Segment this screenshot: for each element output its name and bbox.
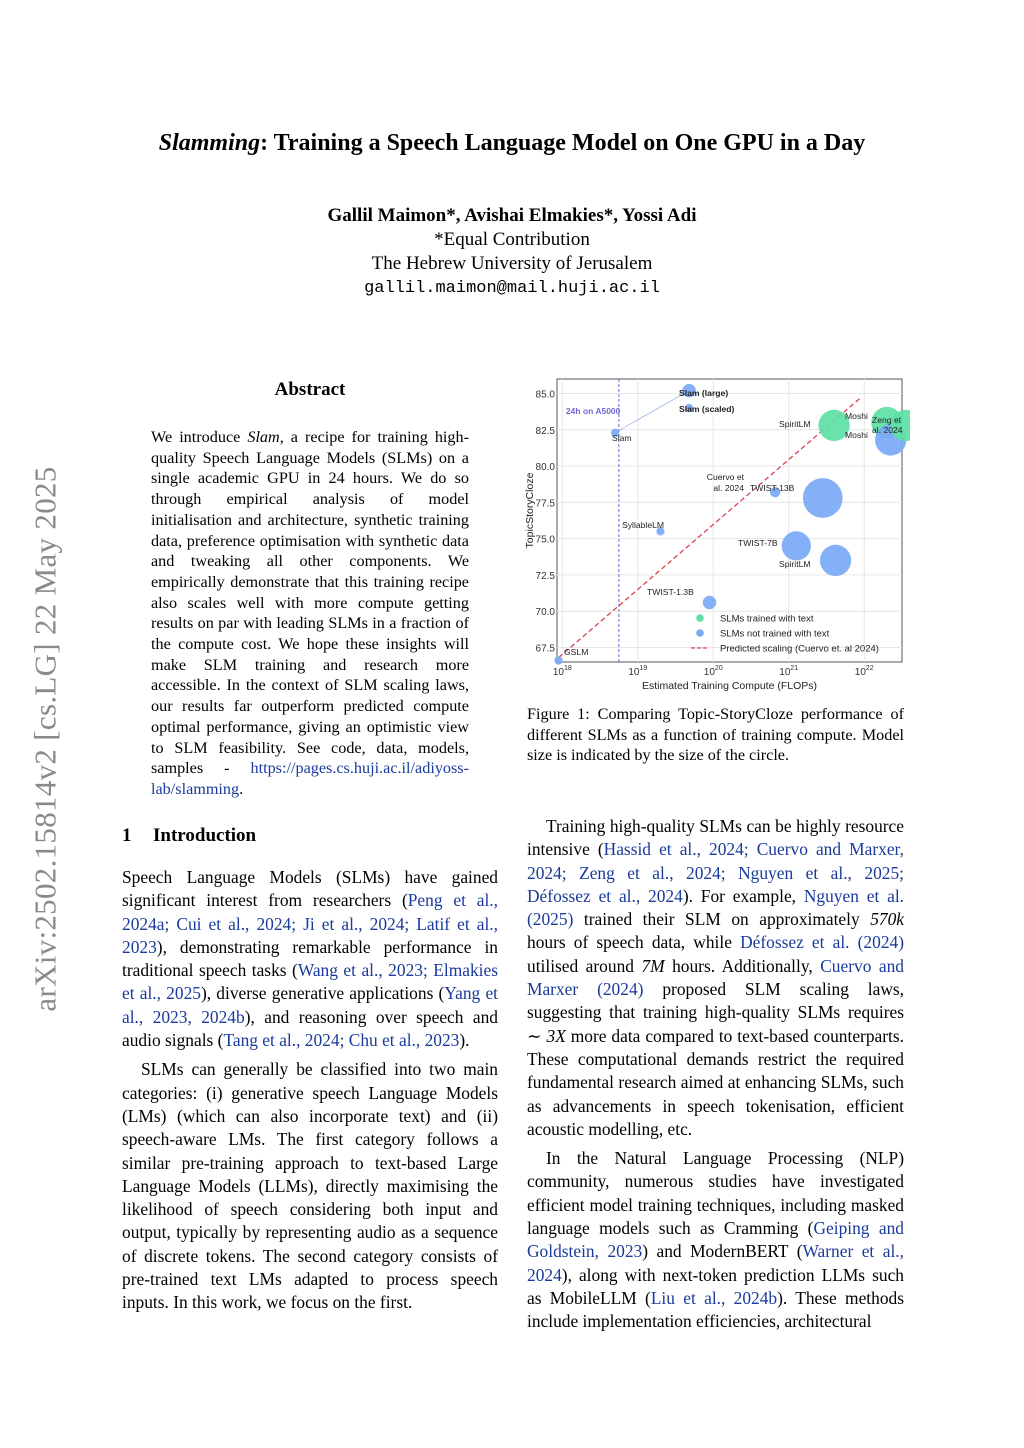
x-axis-label: Estimated Training Compute (FLOPs) — [641, 680, 818, 692]
point-label: GSLM — [564, 647, 589, 657]
text: proposed SLM scaling laws, suggesting that training high-quality SLMs requires — [527, 979, 904, 1023]
text: ), diverse generative applications ( — [200, 983, 445, 1004]
text: ). — [459, 1030, 470, 1051]
y-tick-label: 75.0 — [535, 534, 555, 546]
title-italic: Slamming — [158, 130, 261, 156]
right-column — [527, 815, 904, 1334]
point-label: TWIST-1.3B — [647, 587, 694, 597]
citation[interactable]: Hassid et al., 2024; Cuervo and Marxer, 2024; Zeng et al., 2024; Nguyen et al., 2025; Défossez et al., 2024 — [527, 839, 904, 906]
text: ). These methods include implementation efficiencies, architectural — [527, 1287, 904, 1332]
text: utilised around — [527, 955, 642, 976]
section-number: 1 — [122, 825, 132, 846]
y-tick-label: 77.5 — [535, 498, 555, 510]
section-heading — [122, 825, 256, 847]
authors: Gallil Maimon*, Avishai Elmakies*, Yossi Adi — [327, 205, 697, 226]
point-label: Slam — [612, 433, 632, 443]
point-label: SyllableLM — [622, 520, 665, 530]
text: ). For example, — [682, 885, 804, 906]
data-point — [820, 545, 851, 576]
data-point — [703, 596, 716, 609]
citation[interactable]: Geiping and Goldstein, 2023 — [527, 1218, 904, 1262]
abstract-text: . — [239, 779, 244, 798]
x-tick-label: $10^{22}$ — [854, 665, 874, 678]
section-title: Introduction — [153, 825, 257, 846]
point-label: Moshi — [845, 430, 868, 440]
math: ∼ 3X — [527, 1025, 566, 1046]
citation[interactable]: Yang et al., 2023, 2024b — [122, 983, 498, 1027]
text: trained their SLM on approximately — [573, 909, 871, 930]
legend-label: SLMs trained with text — [720, 613, 814, 625]
data-point — [554, 656, 562, 664]
x-tick-label: $10^{18}$ — [552, 665, 572, 678]
citation[interactable]: Warner et al., 2024 — [527, 1241, 904, 1285]
point-label: SpiritLM — [779, 559, 811, 569]
point-label: Slam (scaled) — [679, 404, 735, 414]
text: In the Natural Language Processing (NLP) community, numerous studies have investigated efficient model training techniques, including masked language models such as Cramming ( — [527, 1148, 904, 1239]
budget-label: 24h on A5000 — [565, 406, 621, 416]
citation[interactable]: Tang et al., 2024; Chu et al., 2023 — [223, 1030, 460, 1051]
y-axis-label: TopicStoryCloze — [524, 472, 536, 549]
text: more data compared to text-based counterparts. These computational demands restrict the required fundamental research aimed at enhancing SLMs, such as advancements in speech tokenisation, efficient acoustic modelling, etc. — [527, 1025, 904, 1139]
legend-label: Predicted scaling (Cuervo et. al 2024) — [720, 643, 879, 655]
text: ) and ModernBERT ( — [642, 1241, 803, 1262]
equal-contribution: *Equal Contribution — [434, 229, 590, 250]
math: 570k — [870, 909, 904, 930]
institution: The Hebrew University of Jerusalem — [371, 253, 653, 274]
figure-1-chart — [524, 376, 910, 692]
paragraph — [122, 866, 498, 1052]
point-label: Slam (large) — [679, 388, 729, 398]
paragraph: SLMs can generally be classified into two main categories: (i) generative speech Language Models (LMs) (which can also incorporate text) and (ii) speech-aware LMs. The first category follows a similar pre-training approach to text-based Large Language Models (LLMs), directly maximising the likelihood of speech considering both input and output, typically by representing audio as a sequence of discrete tokens. The second category consists of pre-trained text LMs adapted to process speech inputs. In this work, we focus on the first. — [122, 1059, 498, 1313]
point-label: TWIST-7B — [738, 538, 778, 548]
figure-caption: Figure 1: Comparing Topic-StoryCloze performance of different SLMs as a function of training compute. Model size is indicated by the size of the circle. — [527, 705, 904, 765]
arxiv-id: arXiv:2502.15814v2 [cs.LG] 22 May 2025 — [28, 466, 63, 1012]
abstract-body — [151, 427, 469, 800]
project-link[interactable]: https://pages.cs.huji.ac.il/adiyoss-lab/slamming — [151, 759, 469, 798]
point-label: Zeng et — [872, 415, 902, 425]
point-label: al. 2024 — [872, 425, 903, 435]
abstract-text: , a recipe for training high-quality Speech Language Models (SLMs) on a single academic GPU in 24 hours. We do so through empirical analysis of model initialisation and architecture, synthetic training data, preference optimisation with synthetic data and tweaking all other components. We empirically demonstrate that this training recipe also scales well with more compute getting results on par with leading SLMs in a fraction of the compute cost. We hope these insights will make SLM training and research more accessible. In the context of SLM scaling laws, our results far outperform predicted compute optimal performance, giving an optimistic view to SLM feasibility. See code, data, models, samples - — [151, 428, 469, 778]
y-tick-label: 82.5 — [535, 425, 555, 437]
point-label: Moshi — [845, 411, 868, 421]
email: gallil.maimon@mail.huji.ac.il — [364, 279, 660, 298]
x-tick-label: $10^{20}$ — [703, 665, 723, 678]
x-tick-label: $10^{21}$ — [779, 665, 799, 678]
math: 7M — [641, 955, 665, 976]
y-tick-label: 70.0 — [535, 607, 555, 619]
citation[interactable]: Nguyen et al. (2025) — [527, 885, 905, 930]
abstract-heading: Abstract — [274, 379, 346, 400]
paragraph — [527, 815, 904, 1141]
citation[interactable]: Cuervo and Marxer (2024) — [527, 955, 904, 1000]
paper-title — [0, 130, 1024, 157]
point-label: al. 2024 — [713, 483, 744, 493]
y-tick-label: 80.0 — [535, 462, 555, 474]
point-label: Cuervo et — [706, 472, 744, 482]
x-tick-label: $10^{19}$ — [628, 665, 648, 678]
y-tick-label: 67.5 — [535, 643, 555, 655]
text: ), along with next-token prediction LLMs such as MobileLLM ( — [527, 1264, 904, 1308]
data-point — [782, 531, 811, 560]
paragraph — [527, 1147, 904, 1333]
text: hours. Additionally, — [664, 955, 821, 976]
citation[interactable]: Défossez et al. (2024) — [740, 932, 905, 953]
point-label: SpiritLM — [779, 419, 811, 429]
text: hours of speech data, while — [527, 932, 741, 953]
citation[interactable]: Peng et al., 2024a; Cui et al., 2024; Ji et al., 2024; Latif et al., 2023 — [122, 890, 499, 957]
text: ), and reasoning over speech and audio signals ( — [122, 1006, 499, 1051]
arxiv-sidebar — [26, 426, 66, 1052]
point-label: TWIST-13B — [750, 483, 795, 493]
legend-marker — [696, 629, 704, 637]
y-tick-label: 85.0 — [535, 389, 555, 401]
y-tick-label: 72.5 — [535, 570, 555, 582]
text: Speech Language Models (SLMs) have gained significant interest from researchers ( — [122, 867, 498, 911]
data-point — [803, 478, 843, 518]
title-rest: : Training a Speech Language Model on One GPU in a Day — [260, 130, 866, 156]
text: ), demonstrating remarkable performance in traditional speech tasks ( — [122, 936, 498, 981]
legend-marker — [696, 614, 704, 622]
left-column — [122, 866, 498, 1315]
legend-label: SLMs not trained with text — [720, 628, 830, 640]
citation[interactable]: Liu et al., 2024b — [650, 1287, 778, 1308]
text: Training high-quality SLMs can be highly resource intensive ( — [527, 816, 904, 860]
abstract-text: We introduce — [151, 428, 248, 446]
citation[interactable]: Wang et al., 2023; Elmakies et al., 2025 — [122, 960, 498, 1004]
abstract-slam: Slam — [247, 428, 280, 446]
